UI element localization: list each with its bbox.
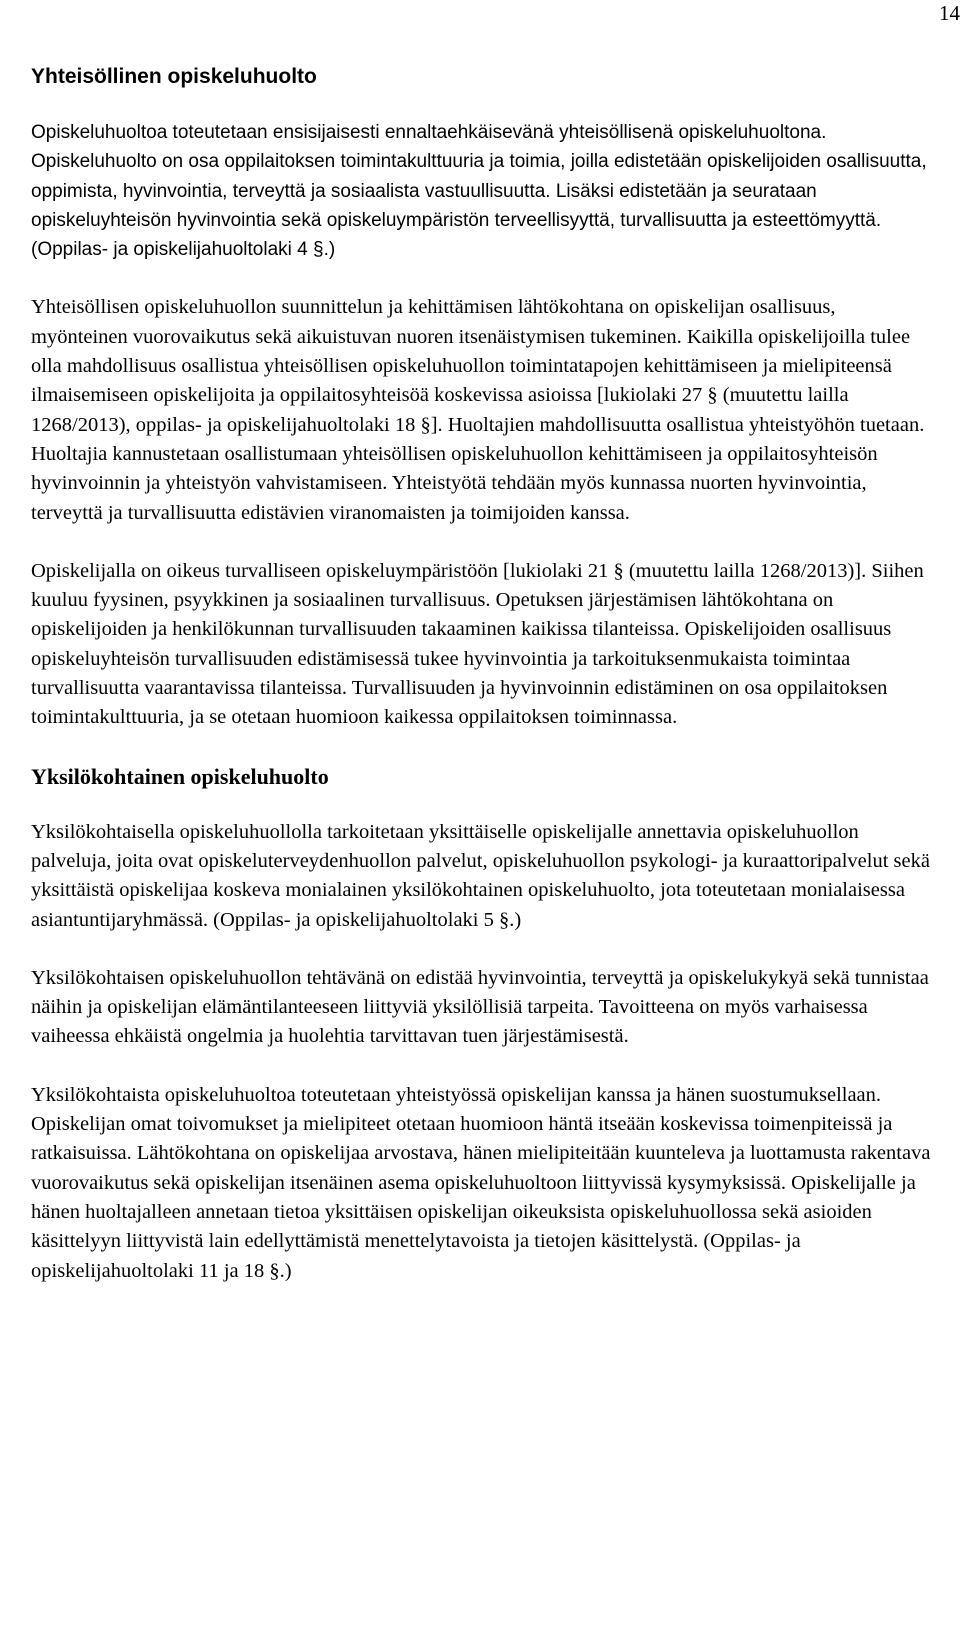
section-sign: § bbox=[269, 1259, 280, 1282]
paragraph-yhteistyo: Yksilökohtaista opiskeluhuoltoa toteutetaan yhteistyössä opiskelijan kanssa ja hänen suostumuksellaan. Opiskelijan omat toivomukset ja mielipiteet otetaan huomioon häntä itseään koskevissa toimenpiteissä ja ratkaisuissa. Lähtökohtana on opiskelijaa arvostava, hänen mielipiteitään kuunteleva ja luottamusta rakentava vuorovaikutus sekä opiskelijan itsenäinen asema opiskeluhuoltoon liittyvissä kysymyksissä. Opiskelijalle ja hänen huoltajalleen annetaan tietoa yksittäisen opiskelijan oikeuksista opiskeluhuollossa sekä asioiden käsittelyyn liittyvistä lain edellyttämistä menettelytavoista ja tietojen käsittelystä. (Oppilas- ja opiskelijahuoltolaki 11 ja 18 §.) bbox=[31, 1083, 931, 1282]
section-sign: § bbox=[312, 239, 324, 261]
section-sign: § bbox=[420, 413, 431, 436]
section-sign: § bbox=[707, 384, 718, 407]
section-heading-yksilokohtainen: Yksilökohtainen opiskeluhuolto bbox=[31, 763, 329, 789]
paragraph-yksilokohtainen-intro: Yksilökohtaisella opiskeluhuollolla tarkoitetaan yksittäiselle opiskelijalle annettavia opiskeluhuollon palveluja, joita ovat opiskeluterveydenhuollon palvelut, opiskeluhuollon psykologi- ja kuraattoripalvelut sekä yksittäistä opiskelijaa koskeva monialainen yksilökohtainen opiskeluhuolto, jota toteutetaan monialaisessa asiantuntijaryhmässä. (Oppilas- ja opiskelijahuoltolaki 5 §.) bbox=[31, 820, 930, 931]
paragraph-osallisuus: Yhteisöllisen opiskeluhuollon suunnittelun ja kehittämisen lähtökohtana on opiskelijan osallisuus, myönteinen vuorovaikutus sekä aikuistuvan nuoren itsenäistymisen tukeminen. Kaikilla opiskelijoilla tulee olla mahdollisuus osallistua yhteisöllisen opiskeluhuollon toimintatapojen kehittämiseen ja mielipiteensä ilmaisemiseen opiskelijoita ja oppilaitosyhteisöä koskevissa asioissa [lukiolaki 27 § (muutettu lailla 1268/2013), oppilas- ja opiskelijahuoltolaki 18 §]. Huoltajien mahdollisuutta osallistua yhteistyöhön tuetaan. Huoltajia kannustetaan osallistumaan yhteisöllisen opiskeluhuollon kehittämiseen ja oppilaitosyhteisön hyvinvoinnin ja yhteistyön vahvistamiseen. Yhteistyötä tehdään myös kunnassa nuorten hyvinvointia, terveyttä ja turvallisuutta edistävien viranomaisten ja toimijoiden kanssa. bbox=[31, 296, 925, 524]
section-heading-yhteisollinen: Yhteisöllinen opiskeluhuolto bbox=[31, 65, 317, 88]
section-sign: § bbox=[613, 559, 624, 582]
page-number: 14 bbox=[939, 1, 960, 25]
paragraph-turvallisuus: Opiskelijalla on oikeus turvalliseen opiskeluympäristöön [lukiolaki 21 § (muutettu lailla 1268/2013)]. Siihen kuuluu fyysinen, psyykkinen ja sosiaalinen turvallisuus. Opetuksen järjestämisen lähtökohtana on opiskelijoiden ja henkilökunnan turvallisuuden takaaminen kaikissa tilanteissa. Opiskelijoiden osallisuus opiskeluyhteisön turvallisuuden edistämisessä tukee hyvinvointia ja tarkoituksenmukaista toimintaa turvallisuutta vaarantavissa tilanteissa. Turvallisuuden ja hyvinvoinnin edistäminen on osa oppilaitoksen toimintakulttuuria, ja se otetaan huomioon kaikessa oppilaitoksen toiminnassa. bbox=[31, 559, 924, 729]
paragraph-tehtava: Yksilökohtaisen opiskeluhuollon tehtävänä on edistää hyvinvointia, terveyttä ja opiskelukykyä sekä tunnistaa näihin ja opiskelijan elämäntilanteeseen liittyviä yksilöllisiä tarpeita. Tavoitteena on myös varhaisessa vaiheessa ehkäistä ongelmia ja huolehtia tarvittavan tuen järjestämisestä. bbox=[31, 966, 929, 1048]
document-body bbox=[31, 62, 936, 1286]
paragraph-yhteisollinen-intro: Opiskeluhuoltoa toteutetaan ensisijaisesti ennaltaehkäisevänä yhteisöllisenä opiskeluhuoltona. Opiskeluhuolto on osa oppilaitoksen toimintakulttuuria ja toimia, joilla edistetään opiskelijoiden osallisuutta, oppimista, hyvinvointia, terveyttä ja sosiaalista vastuullisuutta. Lisäksi edistetään ja seurataan opiskeluyhteisön hyvinvointia sekä opiskeluympäristön terveellisyyttä, turvallisuutta ja esteettömyyttä. (Oppilas- ja opiskelijahuoltolaki 4 §.) bbox=[31, 122, 927, 261]
section-sign: § bbox=[499, 908, 510, 931]
